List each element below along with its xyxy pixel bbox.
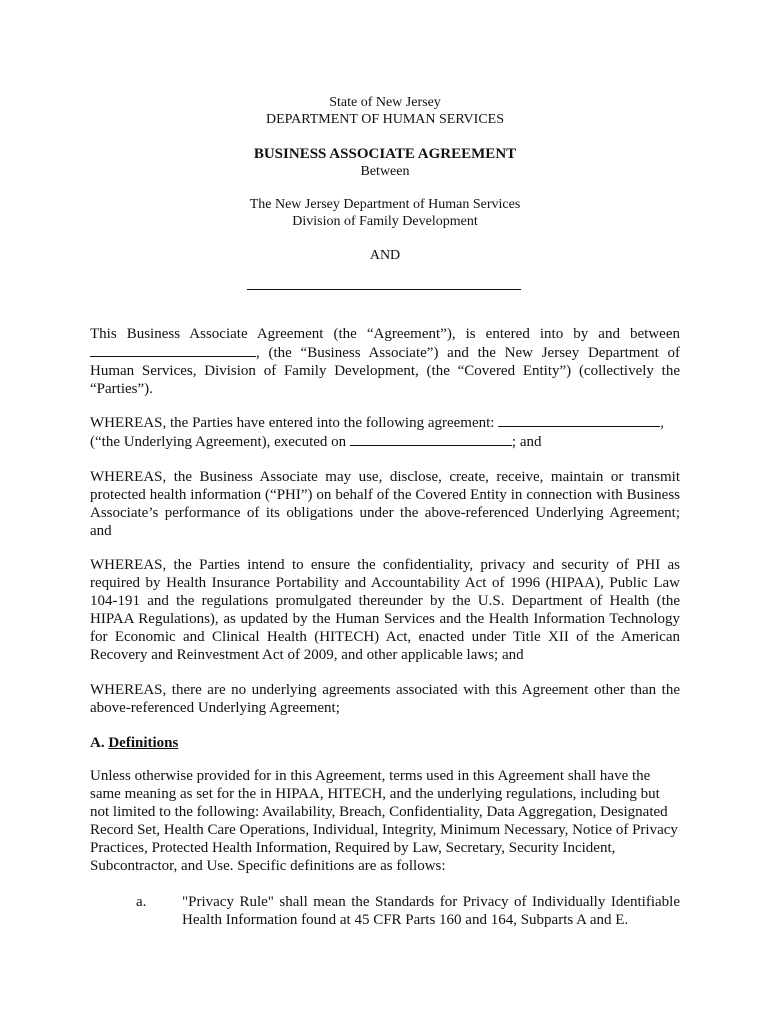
intro-text-a: This Business Associate Agreement (the “Agreement”), is entered into by and between [90,326,680,342]
whereas-1-text-d: ; and [511,434,542,450]
document-header [0,94,770,264]
whereas-paragraph-4: WHEREAS, there are no underlying agreements associated with this Agreement other than the above-referenced Underlying Agreement; [90,682,680,716]
whereas-1-text-b: , [660,415,664,431]
whereas-1-text-c: (“the Underlying Agreement), executed on [90,434,347,450]
whereas-1-text-a: WHEREAS, the Parties have entered into the following agreement: [90,415,495,431]
department-name: DEPARTMENT OF HUMAN SERVICES [265,112,505,127]
party-1-line-2: Division of Family Development [292,214,478,229]
definition-text: "Privacy Rule" shall mean the Standards for Privacy of Individually Identifiable Health Information found at 45 CFR Parts 160 and 164, Subparts A and E. [182,894,680,928]
business-associate-name-blank[interactable] [90,343,256,357]
definitions-intro-paragraph: Unless otherwise provided for in this Agreement, terms used in this Agreement shall have the same meaning as set for the in HIPAA, HITECH, and the underlying regulations, including but not limited to the following: Availability, Breach, Confidentiality, Data Aggregation, Designated Record Set, Health Care Operations, Individual, Integrity, Minimum Necessary, Notice of Privacy Practices, Protected Health Information, Required by Law, Secretary, Security Incident, Subcontractor, and Use. Specific definitions are as follows: [90,768,678,874]
intro-paragraph [90,325,680,398]
execution-date-blank[interactable] [350,432,512,446]
party-1-line-1: The New Jersey Department of Human Services [249,197,521,212]
section-a-number: A. [90,735,105,751]
party-2-name-blank[interactable] [247,289,521,290]
whereas-paragraph-3: WHEREAS, the Parties intend to ensure the confidentiality, privacy and security of PHI as required by Health Insurance Portability and Accountability Act of 1996 (HIPAA), Public Law 104-191 and the regulations promulgated thereunder by the U.S. Department of Health (the HIPAA Regulations), as updated by the Human Services and the Health Information Technology for Economic and Clinical Health (HITECH) Act, enacted under Title XII of the American Recovery and Reinvestment Act of 2009, and other applicable laws; and [90,557,680,663]
and-label: AND [369,248,401,263]
between-label: Between [360,164,410,179]
state-name: State of New Jersey [329,95,441,110]
underlying-agreement-blank[interactable] [498,413,660,427]
intro-text-b: , (the “Business Associate”) and the New Jersey Department of Human Services, Division of Family Development, (the “Covered Entity”) (collectively the “Parties”). [90,345,680,397]
definition-item [90,893,680,929]
whereas-paragraph-1 [90,413,680,451]
section-a-heading [90,734,680,752]
document-title: BUSINESS ASSOCIATE AGREEMENT [253,146,517,162]
section-a-title: Definitions [108,735,179,751]
whereas-paragraph-2: WHEREAS, the Business Associate may use, disclose, create, receive, maintain or transmit protected health information (“PHI”) on behalf of the Covered Entity in connection with Business Associate’s performance of its obligations under the above-referenced Underlying Agreement; and [90,469,680,539]
definition-marker: a. [136,894,147,910]
